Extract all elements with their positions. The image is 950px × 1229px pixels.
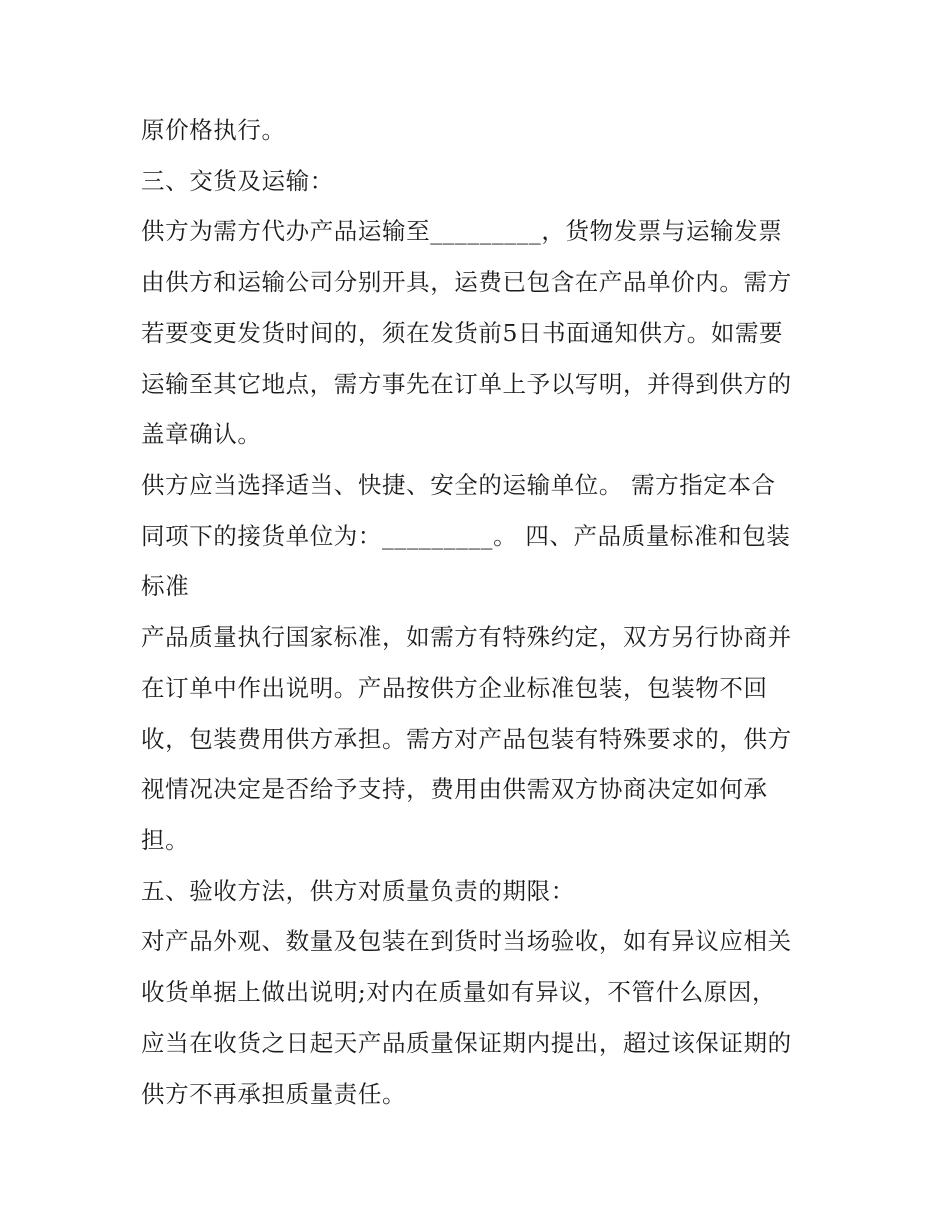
text-line: 供方不再承担质量责任。 bbox=[141, 1080, 407, 1108]
text-line: 供方应当选择适当、快捷、安全的运输单位。 需方指定本合 bbox=[141, 471, 776, 499]
text-line: 由供方和运输公司分别开具，运费已包含在产品单价内。需方 bbox=[141, 268, 792, 296]
section-heading: 五、验收方法，供方对质量负责的期限： bbox=[141, 877, 575, 905]
text-line: 标准 bbox=[141, 572, 190, 600]
section-heading: 三、交货及运输： bbox=[141, 167, 334, 195]
text-line: 收，包装费用供方承担。需方对产品包装有特殊要求的，供方 bbox=[141, 725, 792, 753]
text-line: 若要变更发货时间的，须在发货前5日书面通知供方。如需要 bbox=[141, 319, 784, 347]
text-line: 收货单据上做出说明;对内在质量如有异议，不管什么原因， bbox=[141, 978, 777, 1006]
text-line: 产品质量执行国家标准，如需方有特殊约定，双方另行协商并 bbox=[141, 623, 792, 651]
text-line: 同项下的接货单位为：_________。 四、产品质量标准和包装 bbox=[141, 522, 791, 550]
text-line: 原价格执行。 bbox=[141, 116, 286, 144]
text-line: 运输至其它地点，需方事先在订单上予以写明，并得到供方的 bbox=[141, 370, 792, 398]
text-line: 盖章确认。 bbox=[141, 420, 262, 448]
text-line: 对产品外观、数量及包装在到货时当场验收，如有异议应相关 bbox=[141, 927, 792, 955]
text-line: 应当在收货之日起天产品质量保证期内提出，超过该保证期的 bbox=[141, 1029, 792, 1057]
text-line: 供方为需方代办产品运输至_________，货物发票与运输发票 bbox=[141, 217, 783, 245]
text-line: 视情况决定是否给予支持，费用由供需双方协商决定如何承 bbox=[141, 775, 768, 803]
text-line: 在订单中作出说明。产品按供方企业标准包装，包装物不回 bbox=[141, 674, 768, 702]
text-line: 担。 bbox=[141, 826, 190, 854]
